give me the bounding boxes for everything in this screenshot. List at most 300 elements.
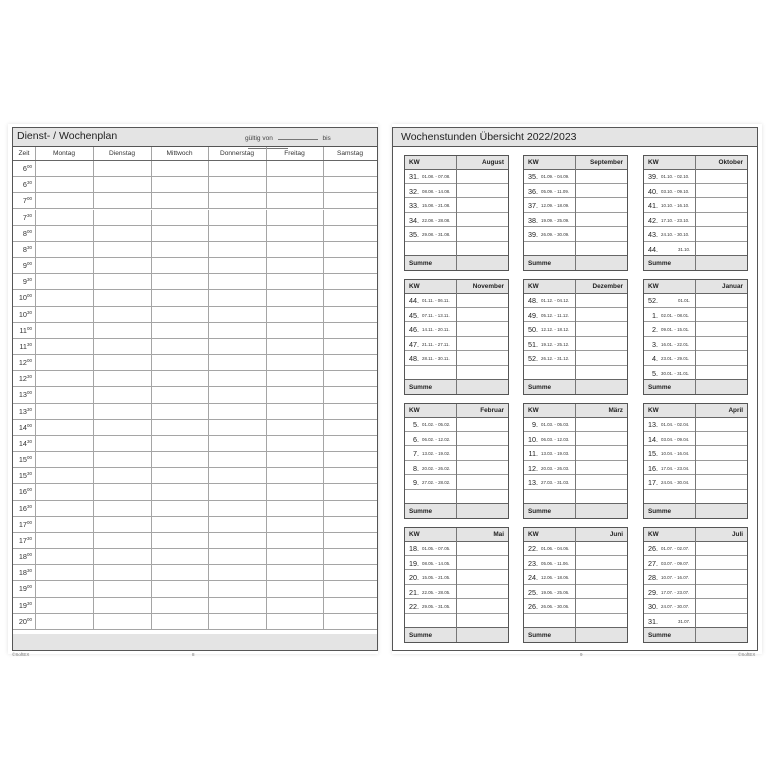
- plan-cell[interactable]: [323, 549, 378, 564]
- plan-cell[interactable]: [151, 258, 209, 273]
- time-hour: 14: [18, 438, 27, 448]
- plan-cell[interactable]: [208, 404, 267, 419]
- plan-cell[interactable]: [266, 371, 324, 386]
- time-hour: 7: [22, 196, 27, 206]
- plan-cell[interactable]: [208, 452, 267, 467]
- plan-cell[interactable]: [266, 420, 324, 435]
- week-hours-cell[interactable]: [576, 293, 627, 307]
- sum-value-cell[interactable]: [696, 628, 747, 642]
- week-hours-cell[interactable]: [457, 475, 508, 489]
- plan-cell[interactable]: [208, 549, 267, 564]
- week-hours-cell[interactable]: [696, 490, 747, 504]
- plan-cell[interactable]: [266, 307, 324, 322]
- plan-cell[interactable]: [151, 501, 209, 516]
- week-hours-cell[interactable]: [576, 599, 627, 613]
- plan-cell[interactable]: [35, 468, 94, 483]
- plan-cell[interactable]: [323, 355, 378, 370]
- time-row: [13, 581, 377, 597]
- week-hours-cell[interactable]: [576, 308, 627, 322]
- plan-cell[interactable]: [323, 274, 378, 289]
- plan-cell[interactable]: [323, 404, 378, 419]
- time-minutes: 30: [26, 277, 32, 283]
- week-hours-cell[interactable]: [576, 366, 627, 380]
- plan-cell[interactable]: [93, 242, 152, 257]
- plan-cell[interactable]: [151, 307, 209, 322]
- plan-cell[interactable]: [208, 355, 267, 370]
- week-hours-cell[interactable]: [457, 446, 508, 460]
- plan-cell[interactable]: [151, 452, 209, 467]
- sum-value-cell[interactable]: [576, 628, 627, 642]
- week-hours-cell[interactable]: [576, 585, 627, 599]
- plan-cell[interactable]: [93, 355, 152, 370]
- plan-cell[interactable]: [151, 290, 209, 305]
- week-hours-cell[interactable]: [576, 614, 627, 628]
- week-hours-cell[interactable]: [696, 351, 747, 365]
- plan-cell[interactable]: [93, 484, 152, 499]
- plan-cell[interactable]: [208, 484, 267, 499]
- sum-value-cell[interactable]: [457, 380, 508, 394]
- plan-cell[interactable]: [266, 517, 324, 532]
- plan-cell[interactable]: [35, 452, 94, 467]
- week-hours-cell[interactable]: [457, 213, 508, 227]
- sum-label: Summe: [528, 384, 552, 391]
- time-minutes: 00: [26, 422, 32, 428]
- plan-cell[interactable]: [35, 501, 94, 516]
- plan-cell[interactable]: [208, 226, 267, 241]
- plan-cell[interactable]: [151, 517, 209, 532]
- kw-label: KW: [528, 407, 539, 414]
- plan-cell[interactable]: [35, 177, 94, 192]
- plan-cell[interactable]: [93, 533, 152, 548]
- plan-cell[interactable]: [35, 420, 94, 435]
- week-hours-cell[interactable]: [576, 322, 627, 336]
- week-hours-cell[interactable]: [696, 308, 747, 322]
- plan-cell[interactable]: [266, 242, 324, 257]
- plan-cell[interactable]: [35, 533, 94, 548]
- plan-cell[interactable]: [35, 258, 94, 273]
- plan-cell[interactable]: [208, 420, 267, 435]
- month-box-april: [643, 403, 748, 519]
- column-divider: [695, 156, 696, 270]
- sum-value-cell[interactable]: [576, 380, 627, 394]
- plan-cell[interactable]: [266, 436, 324, 451]
- plan-cell[interactable]: [323, 226, 378, 241]
- plan-cell[interactable]: [208, 210, 267, 225]
- plan-cell[interactable]: [208, 517, 267, 532]
- plan-cell[interactable]: [93, 161, 152, 176]
- plan-cell[interactable]: [35, 565, 94, 580]
- plan-cell[interactable]: [93, 614, 152, 629]
- plan-cell[interactable]: [35, 323, 94, 338]
- week-hours-cell[interactable]: [576, 475, 627, 489]
- week-hours-cell[interactable]: [576, 461, 627, 475]
- week-hours-cell[interactable]: [696, 556, 747, 570]
- plan-cell[interactable]: [323, 161, 378, 176]
- sum-value-cell[interactable]: [696, 380, 747, 394]
- week-hours-cell[interactable]: [457, 490, 508, 504]
- plan-cell[interactable]: [35, 549, 94, 564]
- plan-cell[interactable]: [208, 339, 267, 354]
- plan-cell[interactable]: [93, 452, 152, 467]
- plan-cell[interactable]: [266, 533, 324, 548]
- week-hours-cell[interactable]: [576, 432, 627, 446]
- time-hour: 8: [22, 228, 27, 238]
- week-hours-cell[interactable]: [576, 541, 627, 555]
- plan-cell[interactable]: [151, 598, 209, 613]
- week-hours-cell[interactable]: [696, 417, 747, 431]
- plan-cell[interactable]: [266, 258, 324, 273]
- plan-cell[interactable]: [323, 517, 378, 532]
- plan-cell[interactable]: [151, 533, 209, 548]
- week-hours-cell[interactable]: [696, 585, 747, 599]
- week-hours-cell[interactable]: [696, 541, 747, 555]
- plan-cell[interactable]: [266, 387, 324, 402]
- week-hours-cell[interactable]: [457, 322, 508, 336]
- plan-cell[interactable]: [151, 355, 209, 370]
- week-hours-cell[interactable]: [576, 213, 627, 227]
- week-hours-cell[interactable]: [576, 556, 627, 570]
- plan-cell[interactable]: [151, 468, 209, 483]
- plan-cell[interactable]: [151, 274, 209, 289]
- week-number: 2.: [652, 325, 658, 334]
- sum-value-cell[interactable]: [576, 256, 627, 270]
- week-hours-cell[interactable]: [457, 308, 508, 322]
- plan-cell[interactable]: [93, 420, 152, 435]
- week-hours-cell[interactable]: [696, 461, 747, 475]
- week-hours-cell[interactable]: [576, 351, 627, 365]
- time-label: [13, 164, 32, 173]
- plan-cell[interactable]: [266, 290, 324, 305]
- week-date-range: 16.01. - 22.01.: [661, 341, 690, 347]
- plan-cell[interactable]: [93, 258, 152, 273]
- plan-cell[interactable]: [151, 549, 209, 564]
- week-hours-cell[interactable]: [576, 227, 627, 241]
- plan-cell[interactable]: [151, 565, 209, 580]
- week-hours-cell[interactable]: [457, 556, 508, 570]
- week-hours-cell[interactable]: [696, 614, 747, 628]
- plan-cell[interactable]: [323, 501, 378, 516]
- sum-value-cell[interactable]: [457, 504, 508, 518]
- plan-cell[interactable]: [35, 371, 94, 386]
- time-row: [13, 484, 377, 500]
- plan-cell[interactable]: [93, 339, 152, 354]
- time-minutes: 00: [26, 164, 32, 169]
- plan-cell[interactable]: [151, 226, 209, 241]
- week-hours-cell[interactable]: [576, 184, 627, 198]
- plan-cell[interactable]: [35, 387, 94, 402]
- week-hours-cell[interactable]: [696, 213, 747, 227]
- week-hours-cell[interactable]: [457, 227, 508, 241]
- plan-cell[interactable]: [266, 404, 324, 419]
- valid-from-field[interactable]: [278, 133, 318, 140]
- plan-cell[interactable]: [93, 193, 152, 208]
- week-date-range: 24.07. - 30.07.: [661, 604, 690, 609]
- plan-cell[interactable]: [35, 307, 94, 322]
- plan-cell[interactable]: [266, 501, 324, 516]
- plan-cell[interactable]: [208, 307, 267, 322]
- week-hours-cell[interactable]: [696, 293, 747, 307]
- week-hours-cell[interactable]: [457, 169, 508, 183]
- time-row: [13, 387, 377, 403]
- plan-cell[interactable]: [323, 387, 378, 402]
- week-hours-cell[interactable]: [576, 490, 627, 504]
- time-label: [13, 601, 32, 610]
- week-date-range: 10.10. - 16.10.: [661, 203, 690, 208]
- week-hours-cell[interactable]: [457, 417, 508, 431]
- plan-cell[interactable]: [93, 565, 152, 580]
- plan-cell[interactable]: [93, 598, 152, 613]
- plan-cell[interactable]: [266, 226, 324, 241]
- plan-cell[interactable]: [208, 274, 267, 289]
- week-date-range: 23.01. - 29.01.: [661, 356, 690, 361]
- week-date-range: 14.11. - 20.11.: [422, 327, 450, 332]
- plan-cell[interactable]: [93, 274, 152, 289]
- plan-cell[interactable]: [35, 355, 94, 370]
- time-hour: 9: [22, 277, 27, 287]
- week-hours-cell[interactable]: [457, 198, 508, 212]
- week-date-range: 22.05. - 28.05.: [422, 589, 451, 595]
- plan-cell[interactable]: [151, 436, 209, 451]
- plan-cell[interactable]: [323, 533, 378, 548]
- week-hours-cell[interactable]: [457, 242, 508, 256]
- week-hours-cell[interactable]: [696, 242, 747, 256]
- sum-value-cell[interactable]: [696, 256, 747, 270]
- week-hours-cell[interactable]: [457, 599, 508, 613]
- time-label: [13, 277, 32, 286]
- plan-cell[interactable]: [93, 436, 152, 451]
- plan-cell[interactable]: [266, 581, 324, 596]
- plan-cell[interactable]: [151, 371, 209, 386]
- plan-cell[interactable]: [323, 290, 378, 305]
- week-hours-cell[interactable]: [457, 614, 508, 628]
- plan-cell[interactable]: [208, 533, 267, 548]
- plan-cell[interactable]: [151, 323, 209, 338]
- week-date-range: 26.06. - 30.06.: [541, 604, 570, 609]
- week-hours-cell[interactable]: [696, 475, 747, 489]
- plan-cell[interactable]: [266, 484, 324, 499]
- plan-cell[interactable]: [323, 339, 378, 354]
- month-box-dezember: [523, 279, 628, 395]
- plan-cell[interactable]: [266, 549, 324, 564]
- week-hours-cell[interactable]: [457, 461, 508, 475]
- week-hours-cell[interactable]: [696, 366, 747, 380]
- week-hours-cell[interactable]: [457, 293, 508, 307]
- day-header-3: Donnerstag: [219, 150, 255, 157]
- plan-cell[interactable]: [35, 242, 94, 257]
- week-hours-cell[interactable]: [696, 337, 747, 351]
- plan-cell[interactable]: [266, 614, 324, 629]
- plan-cell[interactable]: [35, 193, 94, 208]
- plan-cell[interactable]: [323, 193, 378, 208]
- plan-cell[interactable]: [93, 210, 152, 225]
- plan-cell[interactable]: [35, 581, 94, 596]
- plan-cell[interactable]: [323, 484, 378, 499]
- plan-cell[interactable]: [323, 307, 378, 322]
- plan-cell[interactable]: [35, 484, 94, 499]
- week-hours-cell[interactable]: [696, 184, 747, 198]
- plan-cell[interactable]: [151, 420, 209, 435]
- plan-cell[interactable]: [35, 436, 94, 451]
- plan-cell[interactable]: [323, 468, 378, 483]
- plan-cell[interactable]: [35, 161, 94, 176]
- plan-cell[interactable]: [208, 290, 267, 305]
- week-hours-cell[interactable]: [457, 184, 508, 198]
- plan-cell[interactable]: [93, 371, 152, 386]
- plan-cell[interactable]: [151, 581, 209, 596]
- plan-cell[interactable]: [151, 242, 209, 257]
- plan-cell[interactable]: [208, 468, 267, 483]
- plan-cell[interactable]: [266, 323, 324, 338]
- plan-cell[interactable]: [151, 339, 209, 354]
- plan-cell[interactable]: [151, 404, 209, 419]
- plan-cell[interactable]: [93, 468, 152, 483]
- week-hours-cell[interactable]: [576, 417, 627, 431]
- plan-cell[interactable]: [151, 387, 209, 402]
- plan-cell[interactable]: [151, 177, 209, 192]
- plan-cell[interactable]: [208, 436, 267, 451]
- plan-cell[interactable]: [266, 565, 324, 580]
- week-hours-cell[interactable]: [576, 446, 627, 460]
- plan-cell[interactable]: [208, 598, 267, 613]
- column-divider: [575, 280, 576, 394]
- plan-cell[interactable]: [266, 210, 324, 225]
- plan-cell[interactable]: [208, 371, 267, 386]
- week-hours-cell[interactable]: [576, 570, 627, 584]
- week-hours-cell[interactable]: [457, 541, 508, 555]
- week-hours-cell[interactable]: [696, 169, 747, 183]
- plan-cell[interactable]: [93, 404, 152, 419]
- sum-value-cell[interactable]: [696, 504, 747, 518]
- plan-cell[interactable]: [93, 323, 152, 338]
- week-hours-cell[interactable]: [696, 227, 747, 241]
- plan-cell[interactable]: [208, 323, 267, 338]
- plan-cell[interactable]: [35, 290, 94, 305]
- plan-cell[interactable]: [35, 226, 94, 241]
- plan-cell[interactable]: [151, 210, 209, 225]
- plan-cell[interactable]: [323, 177, 378, 192]
- plan-cell[interactable]: [93, 177, 152, 192]
- column-divider: [456, 528, 457, 642]
- plan-cell[interactable]: [266, 598, 324, 613]
- plan-cell[interactable]: [266, 339, 324, 354]
- time-label: [13, 455, 32, 464]
- plan-cell[interactable]: [208, 193, 267, 208]
- plan-cell[interactable]: [208, 161, 267, 176]
- plan-cell[interactable]: [323, 581, 378, 596]
- plan-cell[interactable]: [266, 274, 324, 289]
- week-date-range: 20.03. - 26.03.: [541, 465, 570, 471]
- plan-cell[interactable]: [93, 517, 152, 532]
- column-divider: [695, 528, 696, 642]
- week-hours-cell[interactable]: [457, 432, 508, 446]
- plan-cell[interactable]: [35, 404, 94, 419]
- sum-value-cell[interactable]: [457, 256, 508, 270]
- week-hours-cell[interactable]: [457, 351, 508, 365]
- plan-cell[interactable]: [266, 355, 324, 370]
- week-hours-cell[interactable]: [576, 198, 627, 212]
- week-hours-cell[interactable]: [576, 169, 627, 183]
- week-hours-cell[interactable]: [696, 198, 747, 212]
- plan-cell[interactable]: [208, 258, 267, 273]
- plan-cell[interactable]: [208, 242, 267, 257]
- week-date-range: 13.02. - 19.02.: [422, 451, 451, 456]
- plan-cell[interactable]: [323, 420, 378, 435]
- plan-cell[interactable]: [93, 501, 152, 516]
- plan-cell[interactable]: [35, 339, 94, 354]
- plan-cell[interactable]: [151, 614, 209, 629]
- plan-cell[interactable]: [266, 468, 324, 483]
- plan-cell[interactable]: [323, 371, 378, 386]
- time-row: [13, 565, 377, 581]
- week-hours-cell[interactable]: [696, 432, 747, 446]
- plan-cell[interactable]: [323, 436, 378, 451]
- time-row: [13, 226, 377, 242]
- plan-cell[interactable]: [208, 565, 267, 580]
- plan-cell[interactable]: [266, 177, 324, 192]
- plan-cell[interactable]: [35, 598, 94, 613]
- plan-cell[interactable]: [323, 614, 378, 629]
- week-hours-cell[interactable]: [576, 242, 627, 256]
- week-date-range: 01.01.: [678, 298, 691, 303]
- week-hours-cell[interactable]: [457, 337, 508, 351]
- plan-cell[interactable]: [266, 452, 324, 467]
- sum-value-cell[interactable]: [576, 504, 627, 518]
- plan-cell[interactable]: [93, 387, 152, 402]
- plan-cell[interactable]: [208, 387, 267, 402]
- week-hours-cell[interactable]: [457, 366, 508, 380]
- plan-cell[interactable]: [93, 290, 152, 305]
- plan-cell[interactable]: [323, 598, 378, 613]
- week-hours-cell[interactable]: [696, 446, 747, 460]
- plan-cell[interactable]: [151, 161, 209, 176]
- week-hours-cell[interactable]: [696, 599, 747, 613]
- plan-cell[interactable]: [208, 501, 267, 516]
- week-number: 7.: [413, 449, 419, 458]
- week-hours-cell[interactable]: [457, 585, 508, 599]
- plan-cell[interactable]: [93, 307, 152, 322]
- plan-cell[interactable]: [323, 323, 378, 338]
- sum-value-cell[interactable]: [457, 628, 508, 642]
- plan-cell[interactable]: [35, 517, 94, 532]
- week-hours-cell[interactable]: [696, 322, 747, 336]
- plan-cell[interactable]: [35, 210, 94, 225]
- plan-cell[interactable]: [208, 614, 267, 629]
- plan-cell[interactable]: [323, 452, 378, 467]
- week-hours-cell[interactable]: [457, 570, 508, 584]
- week-hours-cell[interactable]: [576, 337, 627, 351]
- plan-cell[interactable]: [93, 549, 152, 564]
- plan-cell[interactable]: [323, 565, 378, 580]
- plan-cell[interactable]: [266, 193, 324, 208]
- month-name: Mai: [493, 531, 504, 538]
- plan-cell[interactable]: [323, 258, 378, 273]
- plan-cell[interactable]: [323, 242, 378, 257]
- plan-cell[interactable]: [323, 210, 378, 225]
- week-number: 42.: [648, 215, 658, 225]
- plan-cell[interactable]: [93, 581, 152, 596]
- plan-cell[interactable]: [35, 614, 94, 629]
- plan-cell[interactable]: [35, 274, 94, 289]
- plan-cell[interactable]: [266, 161, 324, 176]
- week-date-range: 03.10. - 09.10.: [661, 188, 690, 194]
- time-hour: 16: [18, 487, 27, 497]
- plan-cell[interactable]: [208, 177, 267, 192]
- plan-cell[interactable]: [151, 484, 209, 499]
- plan-cell[interactable]: [208, 581, 267, 596]
- plan-cell[interactable]: [151, 193, 209, 208]
- plan-cell[interactable]: [93, 226, 152, 241]
- week-hours-cell[interactable]: [696, 570, 747, 584]
